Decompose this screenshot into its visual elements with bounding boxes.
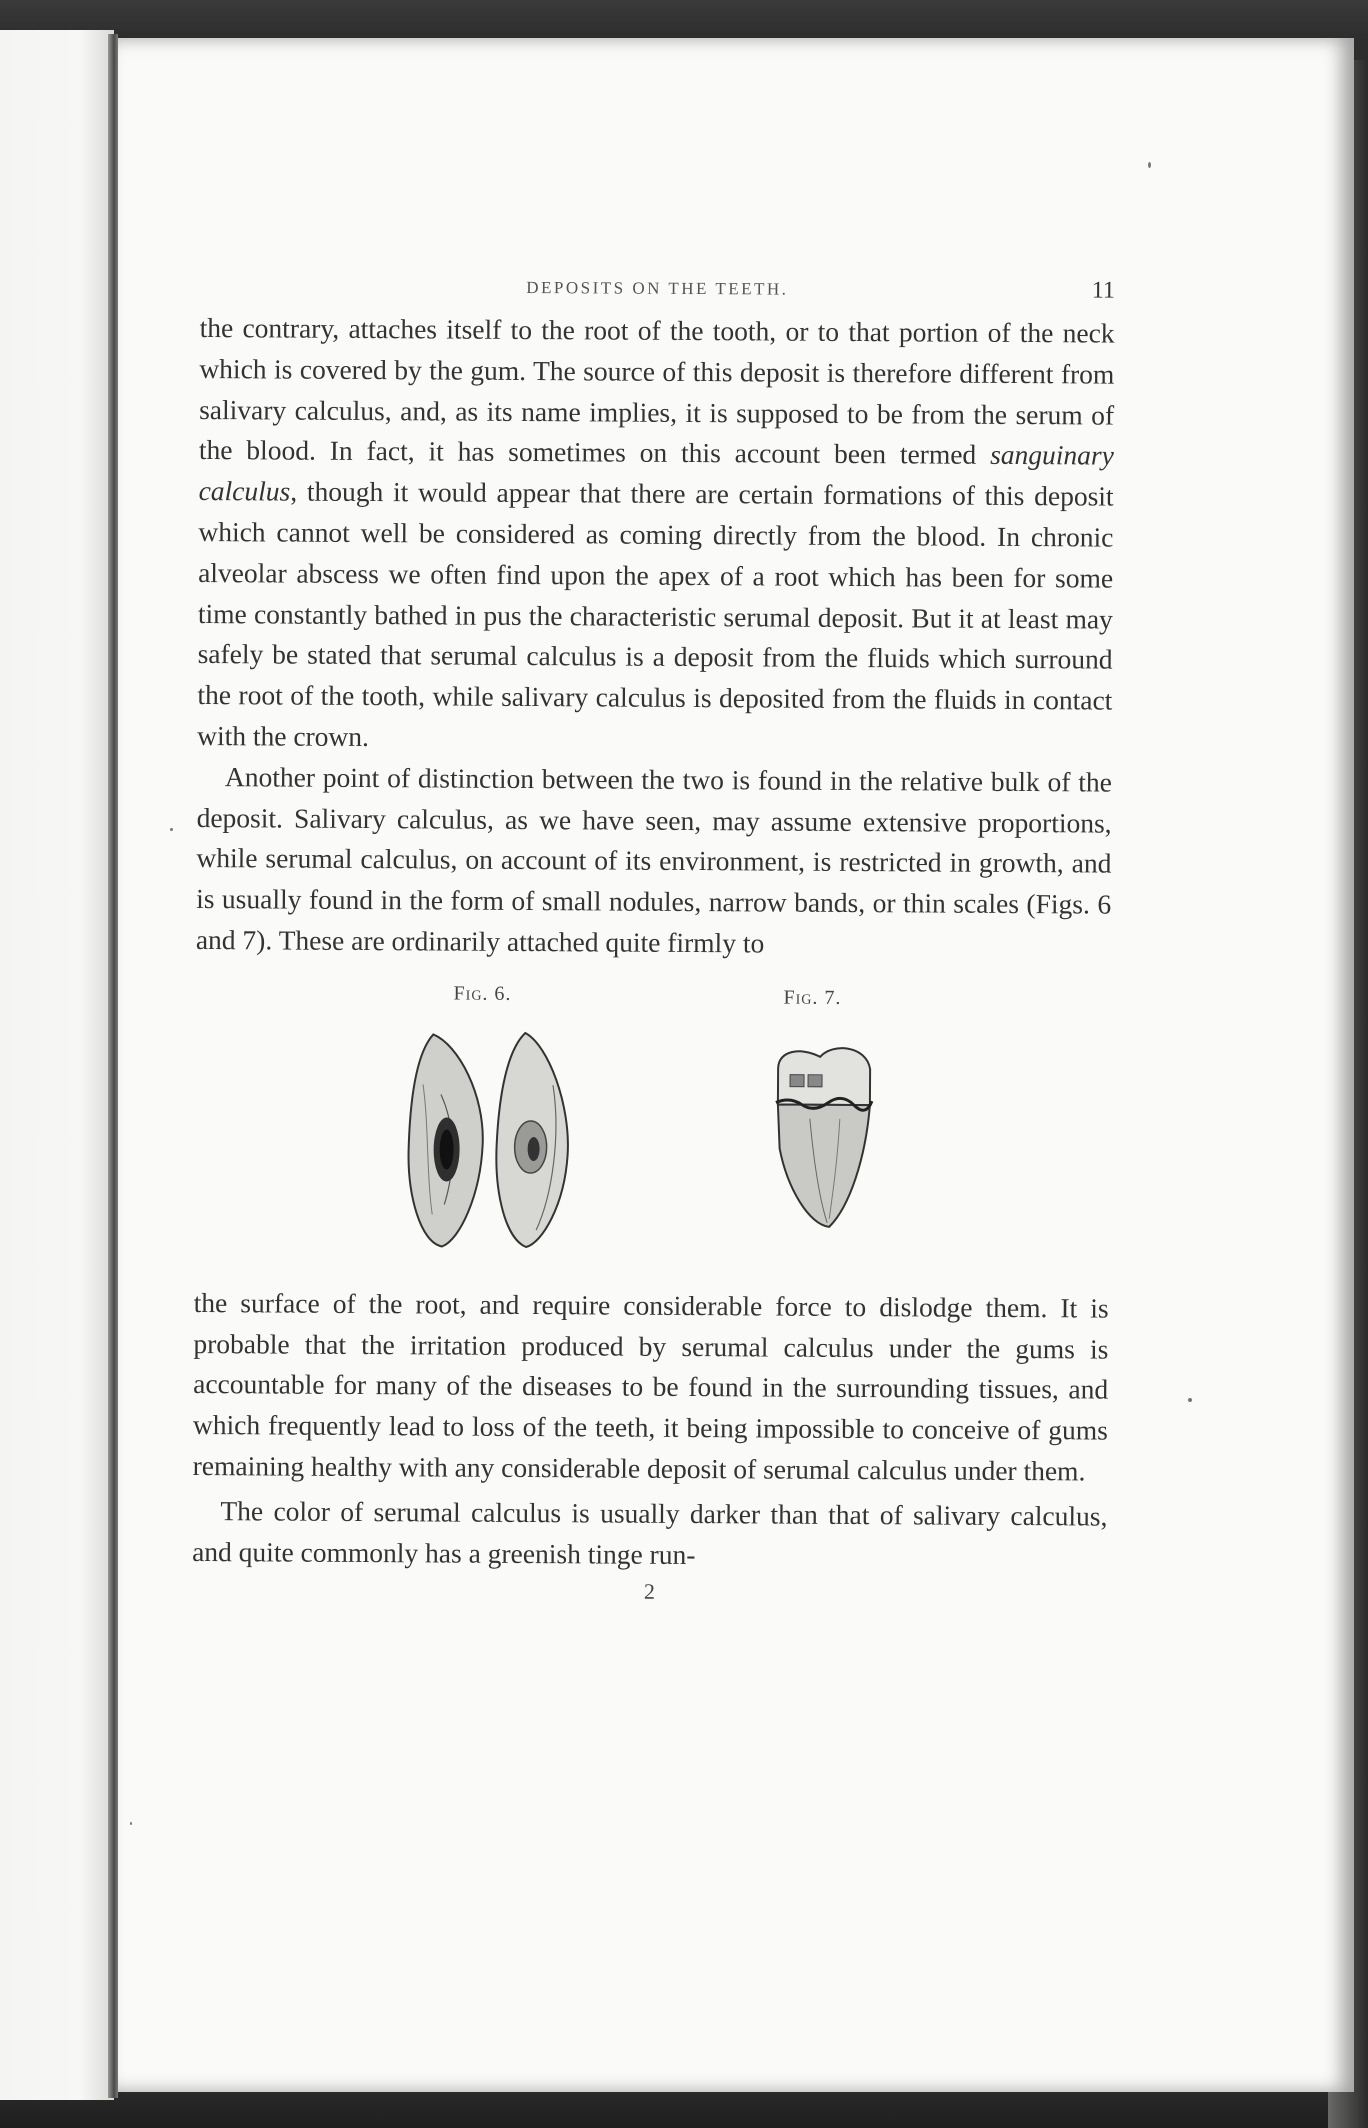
fig-7-tooth-crown-drawing [769, 1038, 880, 1235]
page-content [192, 268, 1115, 1608]
page-number: 11 [1091, 277, 1115, 304]
speck [1188, 1398, 1192, 1402]
body-text-bottom [192, 1283, 1109, 1578]
running-head [200, 268, 1115, 314]
body-text-top [196, 308, 1115, 966]
paragraph-1 [197, 308, 1115, 762]
paragraph-2: Another point of distinction between the two is found in the relative bulk of the deposit. Salivary calculus, as we have seen, may assume extensive proportions, while serumal calculus, on account of its environment, is restricted in growth, and is usually found in the form of small nodules, narrow bands, or thin scales (Figs. 6 and 7). These are ordinarily attached quite firmly to [195, 760, 1112, 959]
fig-6-caption: Fig. 6. [453, 982, 512, 1005]
previous-page-edge [0, 30, 114, 2100]
speck [1148, 162, 1151, 168]
fig-7-caption: Fig. 7. [783, 986, 842, 1009]
paragraph-1-text-b: , though it would appear that there are certain formations of this deposit which cannot well be considered as coming directly from the blood. In chronic alveolar abscess we often find upon the apex of a root which has been for some time constantly bathed in pus the characteristic serumal deposit. But it at least may safely be stated that serumal calculus is a deposit from the fluids which surround the root of the tooth, while salivary calculus is deposited from the fluids in contact with the crown. [197, 475, 1114, 753]
paragraph-4: The color of serumal calculus is usually darker than that of salivary calculus, and quite commonly has a greenish tinge run- [192, 1494, 1108, 1570]
speck [130, 1822, 132, 1825]
speck [170, 828, 173, 831]
fig-6-tooth-roots-drawing [402, 1024, 585, 1255]
paragraph-3: the surface of the root, and require considerable force to dislodge them. It is probable that the irritation produced by serumal calculus under the gums is accountable for many of the diseases to be found in the surrounding tissues, and which frequently lead to loss of the teeth, it being impossible to conceive of gums remaining healthy with any considerable deposit of serumal calculus under them. [192, 1286, 1109, 1487]
book-spine [108, 34, 118, 2098]
paragraph-1-italic-term: sanguinary calculus [198, 439, 1114, 507]
figures-block [194, 973, 1111, 1283]
paragraph-1-text-a: the contrary, attaches itself to the root of the tooth, or to that portion of the neck which is covered by the gum. The source of this deposit is therefore different from salivary calculus, and, as its name implies, it is supposed to be from the serum of the blood. In fact, it has sometimes on this account been termed [198, 311, 1115, 471]
running-title: DEPOSITS ON THE TEETH. [526, 277, 789, 299]
signature-mark: 2 [643, 1579, 655, 1605]
